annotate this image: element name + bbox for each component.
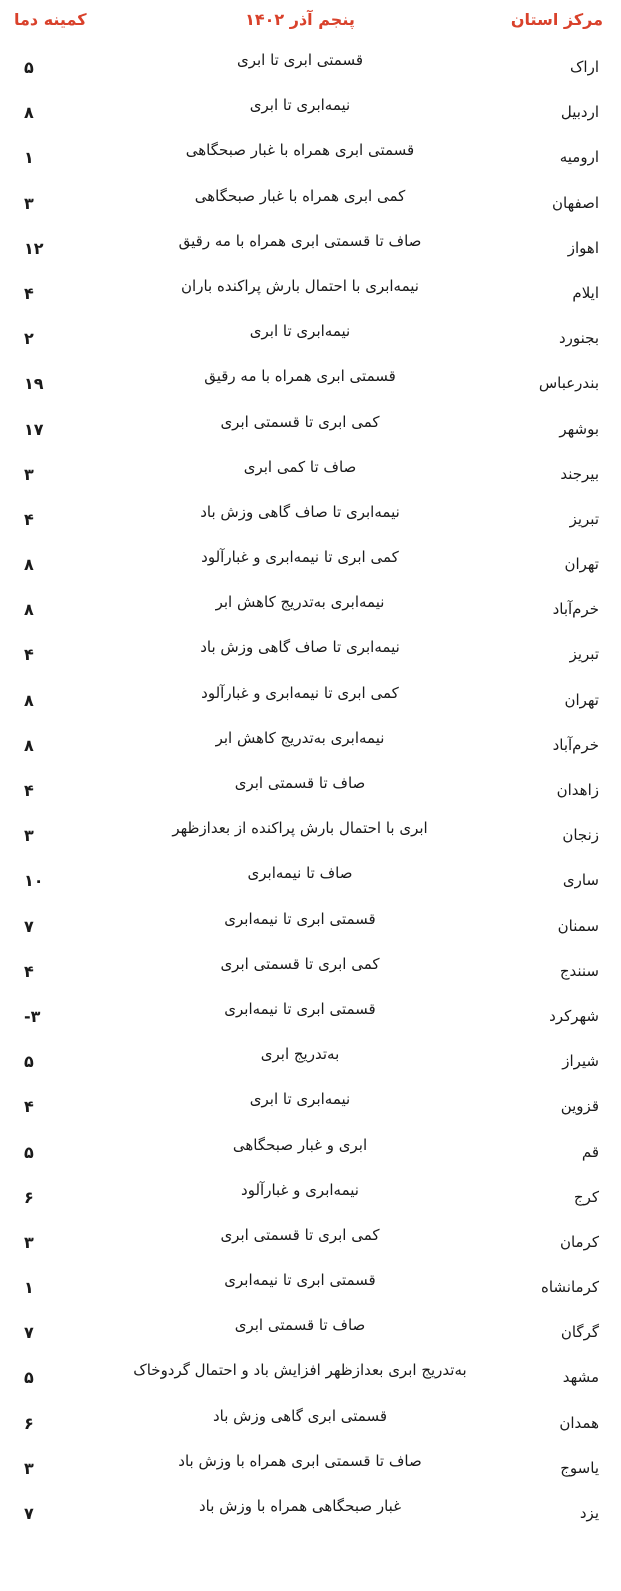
table-row — [0, 1219, 621, 1264]
province-cell: سمنان — [557, 916, 599, 935]
min-temp-cell: ۶ — [24, 1187, 34, 1207]
forecast-cell: نیمه‌ابری به‌تدریج کاهش ابر — [215, 593, 385, 612]
forecast-cell: کمی ابری تا قسمتی ابری — [220, 954, 380, 973]
table-row — [0, 1083, 621, 1128]
table-row — [0, 677, 621, 722]
forecast-cell: قسمتی ابری تا نیمه‌ابری — [224, 909, 376, 928]
min-temp-cell: ۲ — [24, 329, 34, 349]
forecast-cell: ابری با احتمال بارش پراکنده از بعدازظهر — [172, 819, 428, 838]
table-row — [0, 1038, 621, 1083]
min-temp-cell: ۳ — [24, 826, 34, 846]
province-cell: کرمانشاه — [540, 1278, 599, 1297]
table-row — [0, 406, 621, 451]
province-cell: مشهد — [562, 1368, 599, 1387]
province-cell: یزد — [579, 1504, 599, 1522]
min-temp-cell: ۸ — [24, 690, 34, 710]
province-cell: ساری — [562, 871, 599, 890]
table-row — [0, 1264, 621, 1309]
forecast-cell: نیمه‌ابری تا ابری — [249, 322, 351, 341]
forecast-cell: غبار صبحگاهی همراه با وزش باد — [198, 1497, 402, 1515]
table-row — [0, 631, 621, 676]
min-temp-cell: ۴ — [24, 781, 34, 800]
min-temp-cell: ۳ — [24, 464, 34, 484]
province-cell: یاسوج — [560, 1458, 599, 1477]
forecast-cell: صاف تا قسمتی ابری همراه با وزش باد — [178, 1451, 422, 1470]
min-temp-cell: ۵ — [24, 1142, 34, 1162]
forecast-cell: نیمه‌ابری تا ابری — [249, 96, 351, 115]
min-temp-cell: ۵ — [24, 1052, 34, 1072]
table-row — [0, 1400, 621, 1445]
table-row — [0, 315, 621, 360]
forecast-cell: کمی ابری تا قسمتی ابری — [220, 1225, 380, 1244]
forecast-cell: نیمه‌ابری تا صاف گاهی وزش باد — [200, 502, 400, 521]
province-cell: بیرجند — [560, 464, 599, 483]
table-row — [0, 903, 621, 948]
min-temp-cell: -۳ — [24, 1006, 41, 1026]
province-cell: اهواز — [567, 238, 599, 257]
forecast-cell: کمی ابری تا نیمه‌ابری و غبارآلود — [201, 548, 399, 567]
table-row — [0, 451, 621, 496]
forecast-cell: نیمه‌ابری تا صاف گاهی وزش باد — [200, 638, 400, 657]
province-cell: ارومیه — [559, 148, 599, 167]
province-cell: اصفهان — [552, 193, 599, 212]
forecast-cell: صاف تا نیمه‌ابری — [247, 864, 353, 883]
province-cell: زاهدان — [556, 781, 599, 799]
province-cell: اراک — [569, 58, 599, 76]
province-cell: سنندج — [559, 961, 599, 980]
forecast-cell: نیمه‌ابری و غبارآلود — [241, 1180, 359, 1199]
min-temp-cell: ۴ — [24, 645, 34, 665]
forecast-cell: قسمتی ابری تا ابری — [236, 51, 364, 69]
min-temp-cell: ۷ — [24, 916, 34, 936]
min-temp-cell: ۷ — [24, 1504, 34, 1523]
min-temp-cell: ۳ — [24, 1458, 34, 1478]
province-cell: کرج — [573, 1187, 599, 1206]
forecast-cell: ابری و غبار صبحگاهی — [232, 1135, 368, 1154]
min-temp-cell: ۱ — [24, 148, 34, 168]
forecast-cell: قسمتی ابری همراه با مه رقیق — [204, 367, 396, 386]
forecast-cell: صاف تا قسمتی ابری — [234, 1316, 366, 1335]
forecast-cell: صاف تا قسمتی ابری — [234, 774, 366, 792]
province-cell: شهرکرد — [549, 1006, 599, 1025]
province-cell: تهران — [564, 690, 599, 709]
table-body — [0, 44, 621, 1535]
province-cell: همدان — [559, 1413, 599, 1432]
table-row — [0, 134, 621, 179]
min-temp-cell: ۴ — [24, 509, 34, 529]
forecast-cell: نیمه‌ابری به‌تدریج کاهش ابر — [215, 728, 385, 747]
forecast-cell: کمی ابری تا نیمه‌ابری و غبارآلود — [201, 683, 399, 702]
table-row — [0, 270, 621, 315]
min-temp-cell: ۸ — [24, 735, 34, 755]
forecast-cell: به‌تدریج ابری — [260, 1045, 340, 1064]
province-cell: شیراز — [562, 1052, 599, 1071]
province-cell: خرم‌آباد — [552, 600, 599, 619]
table-header — [0, 0, 621, 44]
table-row — [0, 1490, 621, 1535]
province-cell: قزوین — [560, 1097, 599, 1116]
table-row — [0, 948, 621, 993]
forecast-cell: صاف تا کمی ابری — [243, 457, 357, 476]
province-cell: بندرعباس — [538, 374, 599, 393]
province-cell: تبریز — [569, 645, 599, 664]
min-temp-cell: ۸ — [24, 555, 34, 575]
table-row — [0, 857, 621, 902]
min-temp-cell: ۴ — [24, 1097, 34, 1117]
province-cell: گرگان — [560, 1323, 599, 1342]
min-temp-cell: ۸ — [24, 103, 34, 123]
forecast-cell: نیمه‌ابری تا ابری — [249, 1090, 351, 1109]
forecast-cell: صاف تا قسمتی ابری همراه با مه رقیق — [178, 231, 422, 250]
header-forecast-date: پنجم آذر ۱۴۰۲ — [245, 10, 355, 29]
table-row — [0, 1354, 621, 1399]
min-temp-cell: ۱۹ — [24, 374, 44, 394]
province-cell: اردبیل — [560, 103, 599, 122]
min-temp-cell: ۵ — [24, 58, 34, 77]
table-row — [0, 44, 621, 89]
table-row — [0, 496, 621, 541]
forecast-cell: قسمتی ابری تا نیمه‌ابری — [224, 1271, 376, 1290]
table-row — [0, 1174, 621, 1219]
min-temp-cell: ۶ — [24, 1413, 34, 1433]
province-cell: خرم‌آباد — [552, 735, 599, 754]
forecast-cell: نیمه‌ابری با احتمال بارش پراکنده باران — [181, 276, 419, 295]
min-temp-cell: ۱۷ — [24, 419, 44, 439]
min-temp-cell: ۸ — [24, 600, 34, 620]
forecast-cell: قسمتی ابری تا نیمه‌ابری — [224, 999, 376, 1018]
min-temp-cell: ۴ — [24, 961, 34, 981]
table-row — [0, 89, 621, 134]
min-temp-cell: ۳ — [24, 1232, 34, 1252]
table-row — [0, 225, 621, 270]
province-cell: تهران — [564, 555, 599, 574]
province-cell: کرمان — [559, 1232, 599, 1251]
min-temp-cell: ۱۰ — [24, 871, 44, 891]
forecast-cell: به‌تدریج ابری بعدازظهر افزایش باد و احتمال گردوخاک — [133, 1361, 467, 1380]
table-row — [0, 360, 621, 405]
header-province: مرکز استان — [510, 10, 603, 29]
forecast-cell: قسمتی ابری گاهی وزش باد — [212, 1406, 388, 1425]
province-cell: زنجان — [562, 826, 599, 845]
province-cell: قم — [581, 1142, 599, 1161]
header-min-temp: کمینه دما — [14, 10, 87, 29]
table-row — [0, 722, 621, 767]
table-row — [0, 1309, 621, 1354]
forecast-cell: کمی ابری تا قسمتی ابری — [220, 412, 380, 431]
table-row — [0, 180, 621, 225]
table-row — [0, 767, 621, 812]
forecast-cell: کمی ابری همراه با غبار صبحگاهی — [194, 186, 406, 205]
min-temp-cell: ۳ — [24, 193, 34, 213]
min-temp-cell: ۱ — [24, 1278, 34, 1298]
province-cell: ایلام — [572, 283, 599, 302]
table-row — [0, 1129, 621, 1174]
forecast-cell: قسمتی ابری همراه با غبار صبحگاهی — [185, 141, 415, 160]
min-temp-cell: ۴ — [24, 283, 34, 303]
min-temp-cell: ۱۲ — [24, 238, 44, 258]
table-row — [0, 1445, 621, 1490]
table-row — [0, 541, 621, 586]
min-temp-cell: ۷ — [24, 1323, 34, 1343]
province-cell: بوشهر — [559, 419, 599, 438]
table-row — [0, 812, 621, 857]
province-cell: بجنورد — [558, 329, 599, 348]
table-row — [0, 993, 621, 1038]
province-cell: تبریز — [569, 509, 599, 528]
table-row — [0, 586, 621, 631]
min-temp-cell: ۵ — [24, 1368, 34, 1388]
